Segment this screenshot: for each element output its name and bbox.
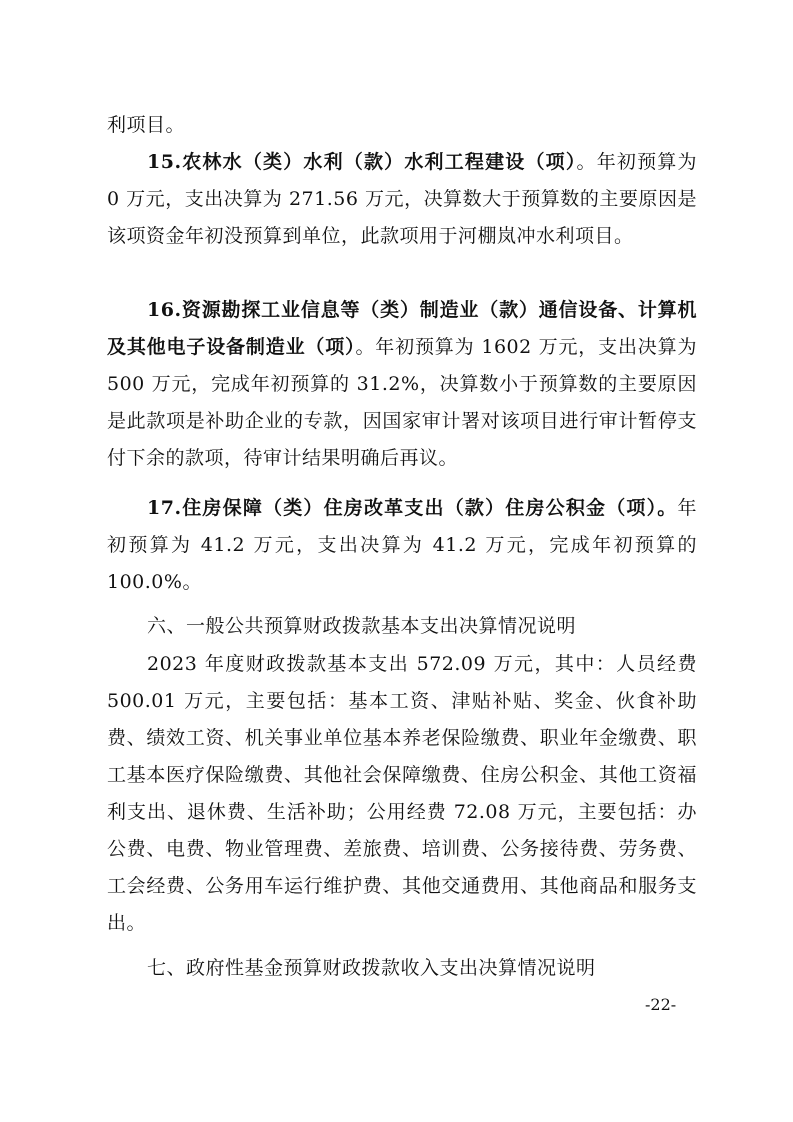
item-17-body: 年初预算为 41.2 万元，支出决算为 41.2 万元，完成年初预算的 100.0%。	[107, 497, 697, 593]
section-heading-7: 七、政府性基金预算财政拨款收入支出决算情况说明	[147, 957, 596, 979]
paragraph-continuation	[107, 107, 697, 144]
item-15-body: 。年初预算为 0 万元，支出决算为 271.56 万元，决算数大于预算数的主要原因是该项资金年初没预算到单位，此款项用于河棚岚冲水利项目。	[107, 151, 697, 247]
paragraph-item-17	[107, 490, 697, 601]
page-number: -22-	[645, 995, 677, 1014]
item-17-title: 17.住房保障（类）住房改革支出（款）住房公积金（项）。	[147, 497, 678, 519]
paragraph-item-16	[107, 292, 697, 477]
section-6-body: 2023 年度财政拨款基本支出 572.09 万元，其中：人员经费 500.01 万元，主要包括：基本工资、津贴补贴、奖金、伙食补助费、绩效工资、机关事业单位基本养老保险缴费、职业年金缴费、职工基本医疗保险缴费、其他社会保障缴费、住房公积金、其他工资福利支出、退休费、生活补助；公用经费 72.08 万元，主要包括：办公费、电费、物业管理费、差旅费、培训费、公务接待费、劳务费、工会经费、公务用车运行维护费、其他交通费用、其他商品和服务支出。	[107, 653, 697, 934]
section-heading-6: 六、一般公共预算财政拨款基本支出决算情况说明	[147, 615, 577, 637]
item-16-body: 。年初预算为 1602 万元，支出决算为 500 万元，完成年初预算的 31.2%，决算数小于预算数的主要原因是此款项是补助企业的专款，因国家审计署对该项目进行审计暂停支付下余的款项，待审计结果明确后再议。	[107, 336, 697, 469]
paragraph-section-6	[107, 646, 697, 942]
item-16-title: 16.资源勘探工业信息等（类）制造业（款）通信设备、计算机及其他电子设备制造业（项）	[107, 299, 697, 358]
item-15-title: 15.农林水（类）水利（款）水利工程建设（项）	[147, 151, 577, 173]
paragraph-item-15	[107, 144, 697, 255]
continuation-text: 利项目。	[107, 114, 186, 136]
